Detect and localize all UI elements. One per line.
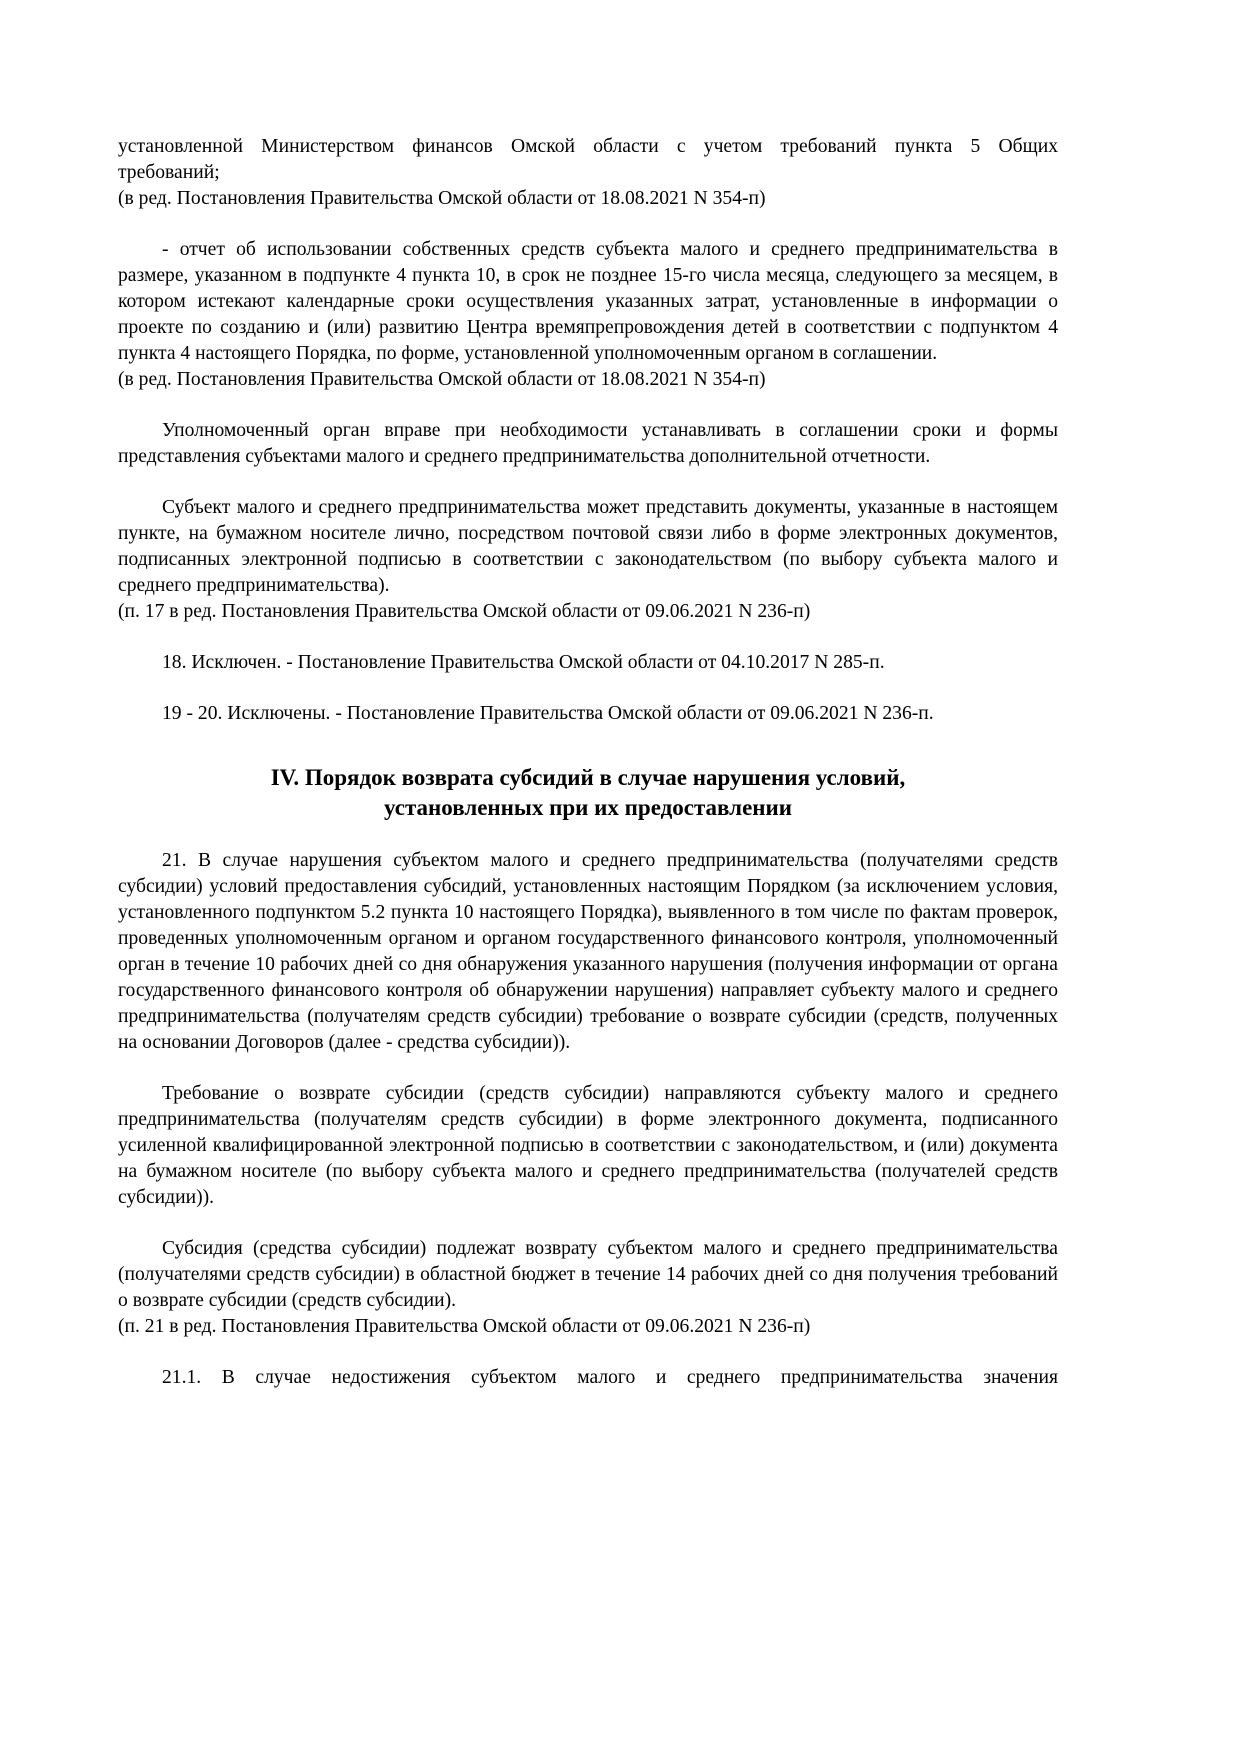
amendment-note: (в ред. Постановления Правительства Омской области от 18.08.2021 N 354-п) [118, 369, 766, 390]
paragraph-item-18: 18. Исключен. - Постановление Правительства Омской области от 04.10.2017 N 285-п. [162, 652, 885, 673]
amendment-note: (п. 17 в ред. Постановления Правительства Омской области от 09.06.2021 N 236-п) [118, 601, 811, 622]
paragraph-return-demand: Требование о возврате субсидии (средств субсидии) направляются субъекту малого и среднего предпринимательства (получателям средств субсидии) в форме электронного документа, подписанного усиленной квалифицированной электронной подписью в соответствии с законодательством, и (или) документа на бумажном носителе (по выбору субъекта малого и среднего предпринимательства (получателей средств субсидии)). [118, 1083, 1058, 1208]
paragraph-continuation-end: требований; [118, 162, 220, 183]
section-heading-line-2: установленных при их предоставлении [383, 795, 793, 820]
paragraph-item-21: 21. В случае нарушения субъектом малого и среднего предпринимательства (получателями средств субсидии) условий предоставления субсидий, установленных настоящим Порядком (за исключением условия, установленного подпунктом 5.2 пункта 10 настоящего Порядка), выявленного в том числе по фактам проверок, проведенных уполномоченным органом и органом государственного финансового контроля, уполномоченный орган в течение 10 рабочих дней со дня обнаружения указанного нарушения (получения информации от органа государственного финансового контроля об обнаружении нарушения) направляет субъекту малого и среднего предпринимательства (получателям средств субсидии) требование о возврате субсидии (средств, полученных на основании Договоров (далее - средства субсидии)). [118, 850, 1058, 1053]
section-heading-line-1: IV. Порядок возврата субсидий в случае нарушения условий, [270, 765, 906, 790]
paragraph-continuation: установленной Министерством финансов Омской области с учетом требований пункта 5 Общих [118, 136, 1058, 157]
paragraph-items-19-20: 19 - 20. Исключены. - Постановление Правительства Омской области от 09.06.2021 N 236-п. [162, 703, 934, 724]
document-page [118, 134, 1058, 1391]
section-heading [118, 763, 1058, 823]
amendment-note: (п. 21 в ред. Постановления Правительства Омской области от 09.06.2021 N 236-п) [118, 1316, 811, 1337]
amendment-note: (в ред. Постановления Правительства Омской области от 18.08.2021 N 354-п) [118, 188, 766, 209]
paragraph-additional-reporting: Уполномоченный орган вправе при необходимости устанавливать в соглашении сроки и формы представления субъектами малого и среднего предпринимательства дополнительной отчетности. [118, 420, 1058, 467]
paragraph-document-submission: Субъект малого и среднего предпринимательства может представить документы, указанные в настоящем пункте, на бумажном носителе лично, посредством почтовой связи либо в форме электронных документов, подписанных электронной подписью в соответствии с законодательством (по выбору субъекта малого и среднего предпринимательства). [118, 497, 1058, 596]
paragraph-own-funds-report: - отчет об использовании собственных средств субъекта малого и среднего предпринимательства в размере, указанном в подпункте 4 пункта 10, в срок не позднее 15-го числа месяца, следующего за месяцем, в котором истекают календарные сроки осуществления указанных затрат, установленные в информации о проекте по созданию и (или) развитию Центра времяпрепровождения детей в соответствии с подпунктом 4 пункта 4 настоящего Порядка, по форме, установленной уполномоченным органом в соглашении. [118, 239, 1058, 364]
paragraph-return-deadline: Субсидия (средства субсидии) подлежат возврату субъектом малого и среднего предпринимательства (получателями средств субсидии) в областной бюджет в течение 14 рабочих дней со дня получения требований о возврате субсидии (средств субсидии). [118, 1238, 1058, 1311]
paragraph-item-21-1: 21.1. В случае недостижения субъектом малого и среднего предпринимательства значения [162, 1367, 1058, 1388]
